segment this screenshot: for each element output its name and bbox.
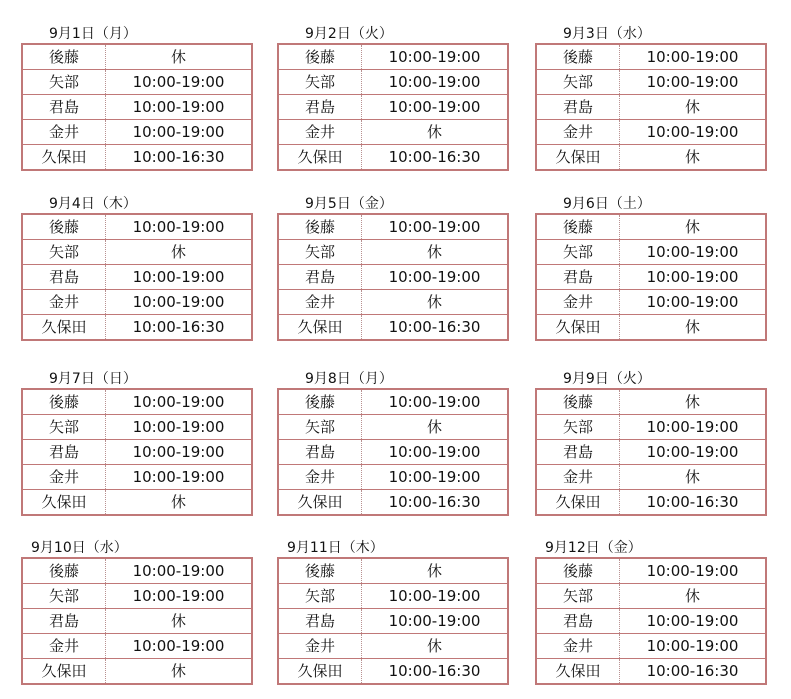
shift-row [536,145,766,171]
shift-time: 休 [620,95,767,120]
shift-row [278,558,508,584]
shift-row [536,214,766,240]
shift-row [22,265,252,290]
shift-time: 10:00-16:30 [646,662,739,680]
staff-name: 君島 [22,440,106,465]
shift-table [535,557,767,685]
shift-row [278,584,508,609]
day-title: 9月12日（金） [545,540,642,556]
staff-name: 後藤 [278,389,362,415]
shift-row [536,584,766,609]
shift-time: 休 [684,318,700,336]
shift-table [21,213,253,341]
shift-row [536,415,766,440]
staff-name: 君島 [22,95,106,120]
shift-time: 10:00-16:30 [388,148,481,166]
staff-name: 矢部 [278,415,362,440]
shift-row [536,95,766,120]
staff-name: 君島 [536,609,620,634]
shift-time: 10:00-19:00 [620,44,767,70]
shift-row [278,290,508,315]
staff-name: 後藤 [278,214,362,240]
staff-name: 君島 [278,609,362,634]
staff-name: 君島 [536,95,620,120]
shift-time: 10:00-19:00 [362,214,509,240]
staff-name: 後藤 [278,558,362,584]
staff-name: 後藤 [278,44,362,70]
shift-row [278,44,508,70]
shift-time: 休 [684,148,700,166]
shift-table [277,213,509,341]
day-title: 9月11日（木） [287,540,384,556]
shift-row [278,214,508,240]
shift-time: 休 [362,120,509,145]
day-title: 9月5日（金） [305,196,393,212]
shift-time: 10:00-19:00 [620,609,767,634]
staff-name: 久保田 [22,315,106,341]
shift-row [536,659,766,685]
shift-time: 10:00-19:00 [106,465,253,490]
shift-time: 10:00-19:00 [362,265,509,290]
shift-row [22,95,252,120]
shift-row [536,290,766,315]
shift-row [536,490,766,516]
shift-time: 10:00-19:00 [106,634,253,659]
staff-name: 金井 [278,634,362,659]
staff-name: 君島 [278,265,362,290]
staff-name: 君島 [536,265,620,290]
staff-name: 後藤 [536,214,620,240]
staff-name: 金井 [22,290,106,315]
staff-name: 君島 [536,440,620,465]
day-title: 9月2日（火） [305,26,393,42]
staff-name: 金井 [536,634,620,659]
shift-time: 10:00-19:00 [106,584,253,609]
shift-time: 10:00-19:00 [106,265,253,290]
staff-name: 矢部 [22,240,106,265]
shift-row [278,634,508,659]
shift-time: 10:00-16:30 [388,493,481,511]
shift-time: 休 [362,415,509,440]
shift-table [277,43,509,171]
staff-name: 矢部 [22,70,106,95]
shift-row [536,120,766,145]
staff-name: 君島 [22,609,106,634]
staff-name: 矢部 [536,584,620,609]
shift-table [277,388,509,516]
staff-name: 君島 [278,95,362,120]
shift-row [22,558,252,584]
day-title: 9月1日（月） [49,26,137,42]
staff-name: 後藤 [22,44,106,70]
staff-name: 久保田 [536,145,620,171]
day-title: 9月7日（日） [49,371,137,387]
shift-time: 10:00-16:30 [646,493,739,511]
shift-row [278,315,508,341]
staff-name: 矢部 [536,415,620,440]
shift-table [21,388,253,516]
shift-row [278,490,508,516]
staff-name: 後藤 [22,389,106,415]
shift-time: 10:00-19:00 [620,240,767,265]
shift-row [278,120,508,145]
shift-table [21,557,253,685]
staff-name: 後藤 [536,44,620,70]
shift-time: 休 [362,634,509,659]
shift-row [536,315,766,341]
shift-time: 10:00-19:00 [106,95,253,120]
shift-row [278,145,508,171]
staff-name: 金井 [22,634,106,659]
shift-time: 10:00-19:00 [620,634,767,659]
staff-name: 金井 [536,120,620,145]
shift-time: 10:00-19:00 [106,70,253,95]
shift-row [278,465,508,490]
shift-time: 休 [620,214,767,240]
shift-time: 休 [620,465,767,490]
shift-row [536,70,766,95]
shift-table [535,388,767,516]
staff-name: 久保田 [278,659,362,685]
shift-time: 10:00-19:00 [362,584,509,609]
shift-row [278,440,508,465]
staff-name: 久保田 [278,315,362,341]
shift-time: 休 [106,44,253,70]
staff-name: 久保田 [22,659,106,685]
shift-row [22,440,252,465]
day-title: 9月8日（月） [305,371,393,387]
shift-row [536,240,766,265]
staff-name: 金井 [278,120,362,145]
staff-name: 矢部 [22,584,106,609]
staff-name: 久保田 [536,315,620,341]
shift-row [536,609,766,634]
shift-row [22,415,252,440]
shift-time: 10:00-19:00 [106,415,253,440]
shift-time: 休 [106,609,253,634]
staff-name: 矢部 [278,240,362,265]
shift-time: 10:00-19:00 [362,609,509,634]
shift-row [536,465,766,490]
shift-time: 10:00-19:00 [362,440,509,465]
staff-name: 矢部 [22,415,106,440]
shift-time: 10:00-19:00 [106,120,253,145]
staff-name: 久保田 [278,145,362,171]
shift-row [536,558,766,584]
shift-row [22,465,252,490]
shift-row [22,120,252,145]
day-title: 9月10日（水） [31,540,128,556]
day-title: 9月4日（木） [49,196,137,212]
staff-name: 金井 [278,290,362,315]
staff-name: 金井 [278,465,362,490]
shift-row [22,240,252,265]
shift-row [22,145,252,171]
shift-time: 10:00-19:00 [106,440,253,465]
staff-name: 久保田 [536,490,620,516]
staff-name: 久保田 [22,145,106,171]
staff-name: 久保田 [536,659,620,685]
shift-row [22,490,252,516]
shift-row [22,70,252,95]
shift-row [22,44,252,70]
shift-table [535,43,767,171]
shift-table [277,557,509,685]
shift-time: 10:00-19:00 [620,120,767,145]
staff-name: 金井 [536,290,620,315]
shift-table [21,43,253,171]
shift-row [22,389,252,415]
shift-time: 10:00-19:00 [106,558,253,584]
staff-name: 矢部 [536,70,620,95]
day-title: 9月9日（火） [563,371,651,387]
staff-name: 矢部 [278,70,362,95]
shift-time: 休 [362,240,509,265]
shift-row [278,95,508,120]
shift-row [278,389,508,415]
shift-row [22,214,252,240]
shift-row [22,609,252,634]
shift-row [536,634,766,659]
shift-time: 10:00-19:00 [106,389,253,415]
shift-time: 10:00-19:00 [620,70,767,95]
shift-row [22,634,252,659]
shift-row [536,265,766,290]
shift-row [536,44,766,70]
staff-name: 後藤 [22,558,106,584]
staff-name: 矢部 [278,584,362,609]
shift-row [278,70,508,95]
shift-time: 休 [620,389,767,415]
day-title: 9月3日（水） [563,26,651,42]
shift-time: 10:00-19:00 [106,290,253,315]
shift-time: 10:00-19:00 [620,440,767,465]
shift-time: 休 [170,662,186,680]
staff-name: 金井 [22,120,106,145]
staff-name: 久保田 [278,490,362,516]
shift-time: 10:00-19:00 [620,558,767,584]
shift-table [535,213,767,341]
shift-row [22,584,252,609]
shift-time: 10:00-16:30 [388,318,481,336]
shift-row [278,240,508,265]
staff-name: 後藤 [536,558,620,584]
shift-time: 10:00-19:00 [362,70,509,95]
shift-time: 休 [362,290,509,315]
shift-row [278,609,508,634]
staff-name: 矢部 [536,240,620,265]
staff-name: 君島 [278,440,362,465]
shift-row [278,659,508,685]
shift-row [22,290,252,315]
shift-row [278,265,508,290]
staff-name: 後藤 [22,214,106,240]
shift-time: 10:00-19:00 [106,214,253,240]
shift-time: 10:00-16:30 [132,148,225,166]
shift-time: 10:00-19:00 [362,389,509,415]
shift-time: 10:00-16:30 [132,318,225,336]
shift-time: 10:00-16:30 [388,662,481,680]
staff-name: 後藤 [536,389,620,415]
shift-time: 休 [106,240,253,265]
shift-time: 休 [170,493,186,511]
shift-time: 休 [620,584,767,609]
staff-name: 金井 [536,465,620,490]
day-title: 9月6日（土） [563,196,651,212]
staff-name: 久保田 [22,490,106,516]
shift-time: 10:00-19:00 [362,465,509,490]
shift-row [536,389,766,415]
shift-time: 10:00-19:00 [620,415,767,440]
shift-time: 10:00-19:00 [620,265,767,290]
staff-name: 金井 [22,465,106,490]
shift-row [278,415,508,440]
shift-row [536,440,766,465]
shift-row [22,315,252,341]
shift-time: 10:00-19:00 [362,44,509,70]
shift-row [22,659,252,685]
staff-name: 君島 [22,265,106,290]
shift-time: 休 [362,558,509,584]
shift-time: 10:00-19:00 [362,95,509,120]
shift-time: 10:00-19:00 [620,290,767,315]
